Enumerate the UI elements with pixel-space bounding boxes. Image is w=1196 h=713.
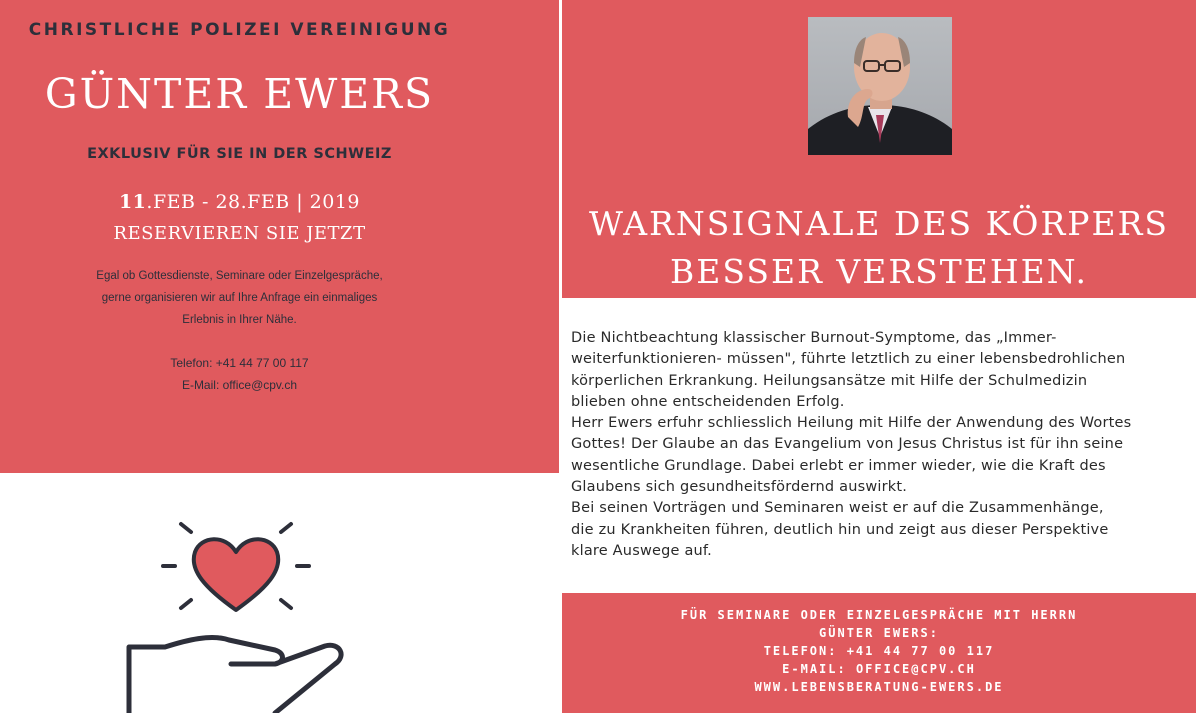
left-phone: Telefon: +41 44 77 00 117	[170, 356, 309, 370]
body-line: Herr Ewers erfuhr schliesslich Heilung mit Hilfe der Anwendung des Wortes	[571, 415, 1132, 432]
left-contact	[0, 352, 479, 396]
body-line: Gottes! Der Glaube an das Evangelium von Jesus Christus ist für ihn seine	[571, 436, 1124, 453]
body-line: die zu Krankheiten führen, deutlich hin und zeigt aus dieser Perspektive	[571, 521, 1109, 538]
footer-line: FÜR SEMINARE ODER EINZELGESPRÄCHE MIT HERRN	[680, 608, 1078, 622]
event-description	[0, 265, 479, 331]
body-line: Glaubens sich gesundheitsfördernd auswirkt.	[571, 479, 908, 496]
dates-day: 11	[118, 191, 147, 213]
reserve-now: RESERVIEREN SIE JETZT	[113, 223, 366, 244]
description-line: Erlebnis in Ihrer Nähe.	[182, 314, 297, 326]
footer-phone: TELEFON: +41 44 77 00 117	[763, 644, 995, 658]
organization-name: CHRISTLICHE POLIZEI VEREINIGUNG	[28, 20, 451, 40]
footer-line: GÜNTER EWERS:	[819, 626, 939, 640]
dates-rest: .FEB - 28.FEB | 2019	[146, 191, 361, 213]
left-email: E-Mail: office@cpv.ch	[181, 378, 298, 392]
portrait-photo	[808, 17, 952, 155]
body-line: Die Nichtbeachtung klassischer Burnout-Symptome, das „Immer-	[571, 330, 1057, 346]
footer-contact	[562, 606, 1196, 696]
description-line: Egal ob Gottesdienste, Seminare oder Einzelgespräche,	[96, 270, 383, 282]
headline-line: BESSER VERSTEHEN.	[670, 252, 1088, 291]
footer-email: E-MAIL: OFFICE@CPV.CH	[782, 662, 976, 676]
headline-line: WARNSIGNALE DES KÖRPERS	[588, 204, 1170, 243]
body-line: körperlichen Erkrankung. Heilungsansätze mit Hilfe der Schulmedizin	[571, 372, 1088, 389]
footer-website-link[interactable]: WWW.LEBENSBERATUNG-EWERS.DE	[754, 680, 1004, 694]
body-line: weiterfunktionieren- müssen", führte letztlich zu einer lebensbedrohlichen	[571, 351, 1126, 368]
event-dates	[0, 191, 479, 213]
body-text	[571, 328, 1191, 562]
body-line: klare Auswege auf.	[571, 542, 712, 559]
body-line: Bei seinen Vorträgen und Seminaren weist er auf die Zusammenhänge,	[571, 500, 1104, 517]
body-line: blieben ohne entscheidenden Erfolg.	[571, 393, 845, 410]
body-line: wesentliche Grundlage. Dabei erlebt er immer wieder, wie die Kraft des	[571, 457, 1106, 474]
headline	[562, 200, 1196, 296]
heart-in-hand-icon	[125, 510, 355, 713]
speaker-name: GÜNTER EWERS	[44, 70, 435, 118]
description-line: gerne organisieren wir auf Ihre Anfrage ein einmaliges	[101, 292, 378, 304]
portrait-illustration	[808, 17, 952, 155]
exclusive-subtitle: EXKLUSIV FÜR SIE IN DER SCHWEIZ	[87, 146, 392, 162]
